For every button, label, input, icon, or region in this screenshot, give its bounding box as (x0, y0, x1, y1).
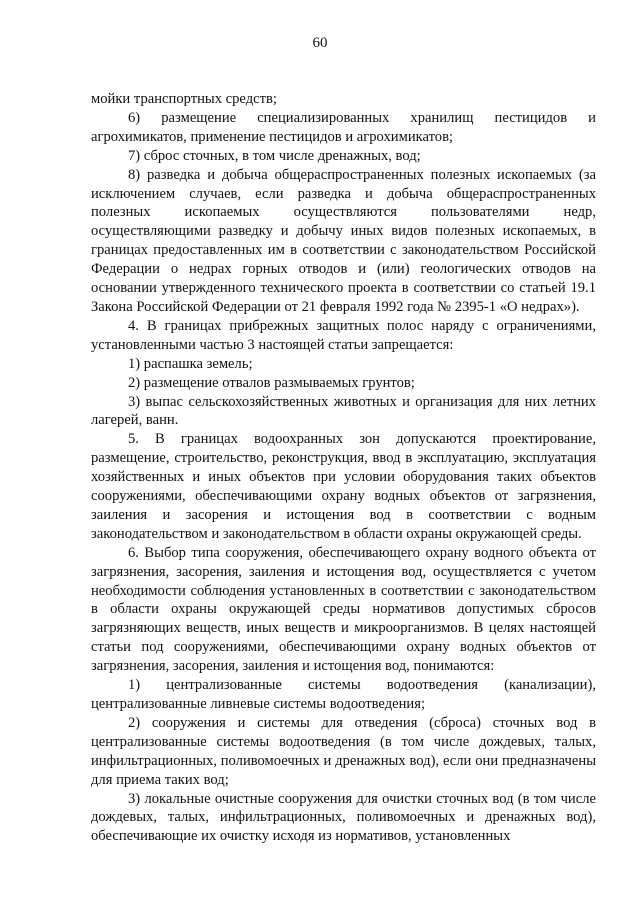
paragraph-car-wash: мойки транспортных средств; (91, 91, 277, 107)
paragraph-item-7-wastewater: 7) сброс сточных, в том числе дренажных, вод; (128, 147, 421, 164)
paragraph-item-1-plowing: 1) распашка земель; (128, 355, 253, 372)
paragraph-section-6: 6. Выбор типа сооружения, обеспечивающего охрану водного объекта от загрязнения, засорения, заиления и истощения вод, осуществляется с учетом необходимости соблюдения установленных в соответствии с законодательством в области охраны окружающей среды нормативов допустимых сбросов загрязняющих веществ, иных веществ и микроорганизмов. В целях настоящей статьи под сооружениями, обеспечивающими охрану водных объектов от загрязнения, засорения, заиления и истощения вод, понимаются: (91, 544, 596, 675)
paragraph-item-2-dumps: 2) размещение отвалов размываемых грунтов; (128, 374, 415, 391)
paragraph-item-3-grazing: 3) выпас сельскохозяйственных животных и организация для них летних лагерей, ванн. (91, 393, 596, 429)
paragraph-section-5: 5. В границах водоохранных зон допускаются проектирование, размещение, строительство, реконструкция, ввод в эксплуатацию, эксплуатация хозяйственных и иных объектов при условии оборудования таких объектов сооружениями, обеспечивающими охрану водных объектов от загрязнения, заиления и засорения и истощения вод в соответствии с водным законодательством и законодательством в области охраны окружающей среды. (91, 431, 596, 542)
paragraph-item-6-pesticides: 6) размещение специализированных хранилищ пестицидов и агрохимикатов, применение пестицидов и агрохимикатов; (91, 109, 596, 145)
document-body (91, 90, 596, 846)
page-number: 60 (312, 35, 328, 51)
paragraph-item-8-minerals: 8) разведка и добыча общераспространенных полезных ископаемых (за исключением случаев, если разведка и добыча общераспространенных полезных ископаемых осуществляются пользователями недр, осуществляющими разведку и добычу иных видов полезных ископаемых, в границах предоставленных им в соответствии с законодательством Российской Федерации о недрах горных отводов и (или) геологических отводов на основании утвержденного технического проекта в соответствии со статьей 19.1 Закона Российской Федерации от 21 февраля 1992 года № 2395-1 «О недрах»). (91, 166, 596, 315)
paragraph-item-2-drainage: 2) сооружения и системы для отведения (сброса) сточных вод в централизованные системы водоотведения (в том числе дождевых, талых, инфильтрационных, поливомоечных и дренажных вод), если они предназначены для приема таких вод; (91, 714, 596, 788)
paragraph-item-3-treatment: 3) локальные очистные сооружения для очистки сточных вод (в том числе дождевых, талых, инфильтрационных, поливомоечных и дренажных вод), обеспечивающие их очистку исходя из нормативов, установленных (91, 790, 596, 845)
paragraph-item-1-sewerage: 1) централизованные системы водоотведения (канализации), централизованные ливневые системы водоотведения; (91, 677, 596, 712)
paragraph-section-4: 4. В границах прибрежных защитных полос наряду с ограничениями, установленными частью 3 настоящей статьи запрещается: (91, 317, 596, 353)
